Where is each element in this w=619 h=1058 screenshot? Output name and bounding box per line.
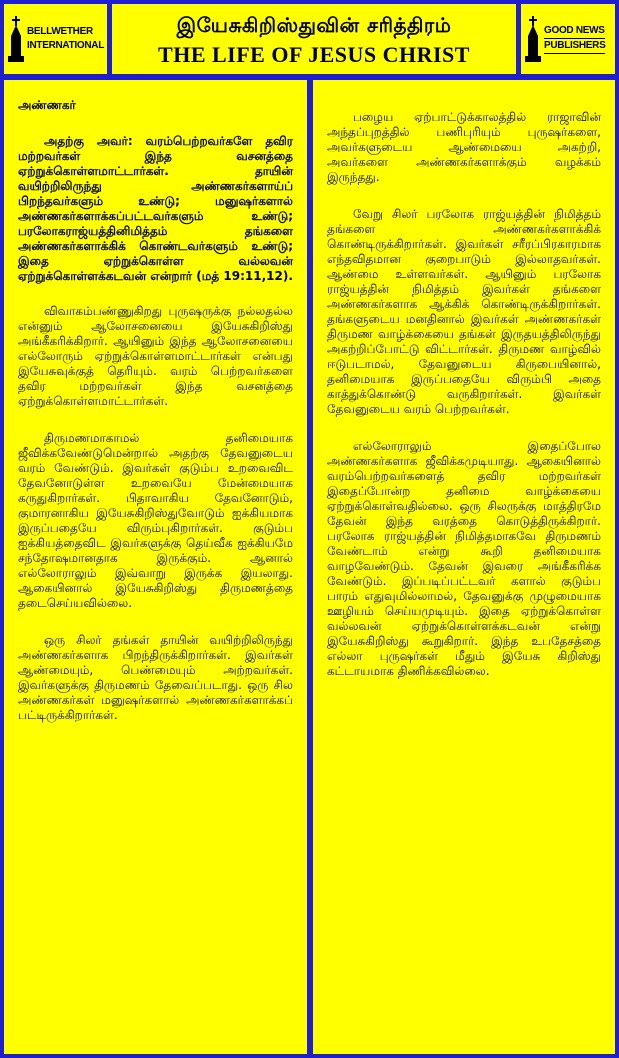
paragraph: வேறு சிலர் பரலோக ராஜ்யத்தின் நிமித்தம் தங்களை அண்ணகர்களாக்கிக் கொண்டிருக்கிறார்கள். இவர்கள் சரீரப்பிரகாரமாக எந்தவிதமான குறைபாடும் இல்லாதவர்கள். ஆண்மை உள்ளவர்கள். ஆயினும் பரலோக ராஜ்யத்தின் நிமித்தம் இவர்கள் தங்களை அண்ணகர்களாக ஆக்கிக் கொண்டிருக்கிறார்கள். தங்களுடைய மனதினால் இவர்கள் அண்ணகர்கள் திருமண வாழ்க்கையை தங்கள் இருதயத்திலிருந்து அகற்றிப்போட்டு விட்டார்கள். திருமண வாழ்வில் ஈடுபடாமல், தேவனுடைய கிருபையினால், தனிமையாக இருப்பதையே விரும்பி அதை காத்துக்கொண்டு வருகிறார்கள். இவர்கள் தேவனுடைய வரம் பெற்றவர்கள். [327,207,601,416]
scripture-quote: அதற்கு அவர்: வரம்பெற்றவர்களே தவிர மற்றவர்கள் இந்த வசனத்தை ஏற்றுக்கொள்ளமாட்டார்கள். தாயின் வயிற்றிலிருந்து அண்ணகர்களாய்ப் பிறந்தவர்களும் உண்டு; மனுஷர்களால் அண்ணகர்களாக்கப்பட்டவர்களும் உண்டு; பரலோகராஜ்யத்தினிமித்தம் தங்களை அண்ணகர்களாக்கிக் கொண்டவர்களும் உண்டு; இதை ஏற்றுக்கொள்ள வல்லவன் ஏற்றுக்கொள்ளக்கடவன் என்றார் (மத் 19:11,12). [18,134,293,283]
bellwether-logo [4,4,107,74]
paragraph: விவாகம்பண்ணுகிறது புருஷருக்கு நல்லதல்ல என்னும் ஆலோசனையை இயேசுகிறிஸ்து அங்கீகரிக்கிறார். ஆயினும் இந்த ஆலோசனையை எல்லோரும் ஏற்றுக்கொள்ளமாட்டார்கள் என்பது இயேசுவுக்குத் தெரியும். வரம் பெற்றவர்களை தவிர மற்றவர்கள் இந்த வசனத்தை ஏற்றுக்கொள்ளமாட்டார்கள். [18,304,293,408]
page-title-tamil: இயேசுகிறிஸ்துவின் சரித்திரம் [176,13,452,37]
right-logo-line1: GOOD NEWS [544,24,605,39]
cross-tower-icon [8,16,24,62]
left-logo-line2: INTERNATIONAL [27,40,105,51]
paragraph: ஒரு சிலர் தங்கள் தாயின் வயிற்றிலிருந்து அண்ணகர்களாக பிறந்திருக்கிறார்கள். இவர்கள் ஆண்மையும், பெண்மையும் அற்றவர்கள். இவர்களுக்கு திருமணம் தேவைப்படாது. ஒரு சில அண்ணகர்கள் மனுஷர்களால் அண்ணகர்களாக்கப் பட்டிருக்கிறார்கள். [18,633,293,722]
right-column [313,80,615,1054]
right-logo-line2: PUBLISHERS [544,39,605,54]
title-banner [112,4,516,74]
paragraph: எல்லோராலும் இதைப்போல அண்ணகர்களாக ஜீவிக்கமுடியாது. ஆகையினால் வரம்பெற்றவர்களைத் தவிர மற்றவர்கள் இதைப்போன்ற தனிமை வாழ்க்கையை ஏற்றுக்கொள்வதில்லை. ஒரு சிலருக்கு மாத்திரமே தேவன் இந்த வரத்தை கொடுத்திருக்கிறார். பரலோக ராஜ்யத்தின் நிமித்தமாகவே திருமணம் வேண்டாம் என்று கூறி தனிமையாக வாழவேண்டும். தேவன் இவரை அங்கீகரிக்க வேண்டும். இப்படிப்பட்டவர் களால் குடும்ப பாரம் எதுவுமில்லாமல், தேவனுக்கு முழுமையாக ஊழியம் செய்யமுடியும். இதை ஏற்றுக்கொள்ள வல்லவன் ஏற்றுக்கொள்ளக்கடவன் என்று இயேசுகிறிஸ்து கூறுகிறார். இந்த உபதேசத்தை எல்லா புருஷர்கள் மீதும் இயேசு கிறிஸ்து கட்டாயமாக திணிக்கவில்லை. [327,439,601,678]
cross-tower-icon [525,16,541,62]
left-column [4,80,307,1054]
paragraph: பழைய ஏற்பாட்டுக்காலத்தில் ராஜாவின் அந்தப்புறத்தில் பணிபுரியும் புருஷர்களை, அவர்களுடைய ஆண்மையை அகற்றி, அவர்களை அண்ணகர்களாக்கும் வழக்கம் இருந்தது. [327,110,601,184]
section-heading: அண்ணகர் [18,98,76,112]
good-news-logo [521,4,615,74]
page-title-english: THE LIFE OF JESUS CHRIST [158,42,470,67]
paragraph: திருமணமாகாமல் தனிமையாக ஜீவிக்கவேண்டுமென்றால் அதற்கு தேவனுடைய வரம் வேண்டும். இவர்கள் குடும்ப உறவைவிட தேவனோடுள்ள உறவையே மேன்மையாக கருதுகிறார்கள். பிதாவாகிய தேவனோடும், குமாரனாகிய இயேசுகிறிஸ்துவோடும் ஐக்கியமாக இருப்பதையே விரும்புகிறார்கள். குடும்ப ஐக்கியத்தைவிட இவர்களுக்கு தெய்வீக ஐக்கியமே சந்தோஷமானதாக இருக்கும். ஆனால் எல்லோராலும் இவ்வாறு இருக்க இயலாது. ஆகையினால் இயேசுகிறிஸ்து திருமணத்தை தடைசெய்யவில்லை. [18,431,293,610]
left-logo-line1: BELLWETHER [27,26,93,37]
